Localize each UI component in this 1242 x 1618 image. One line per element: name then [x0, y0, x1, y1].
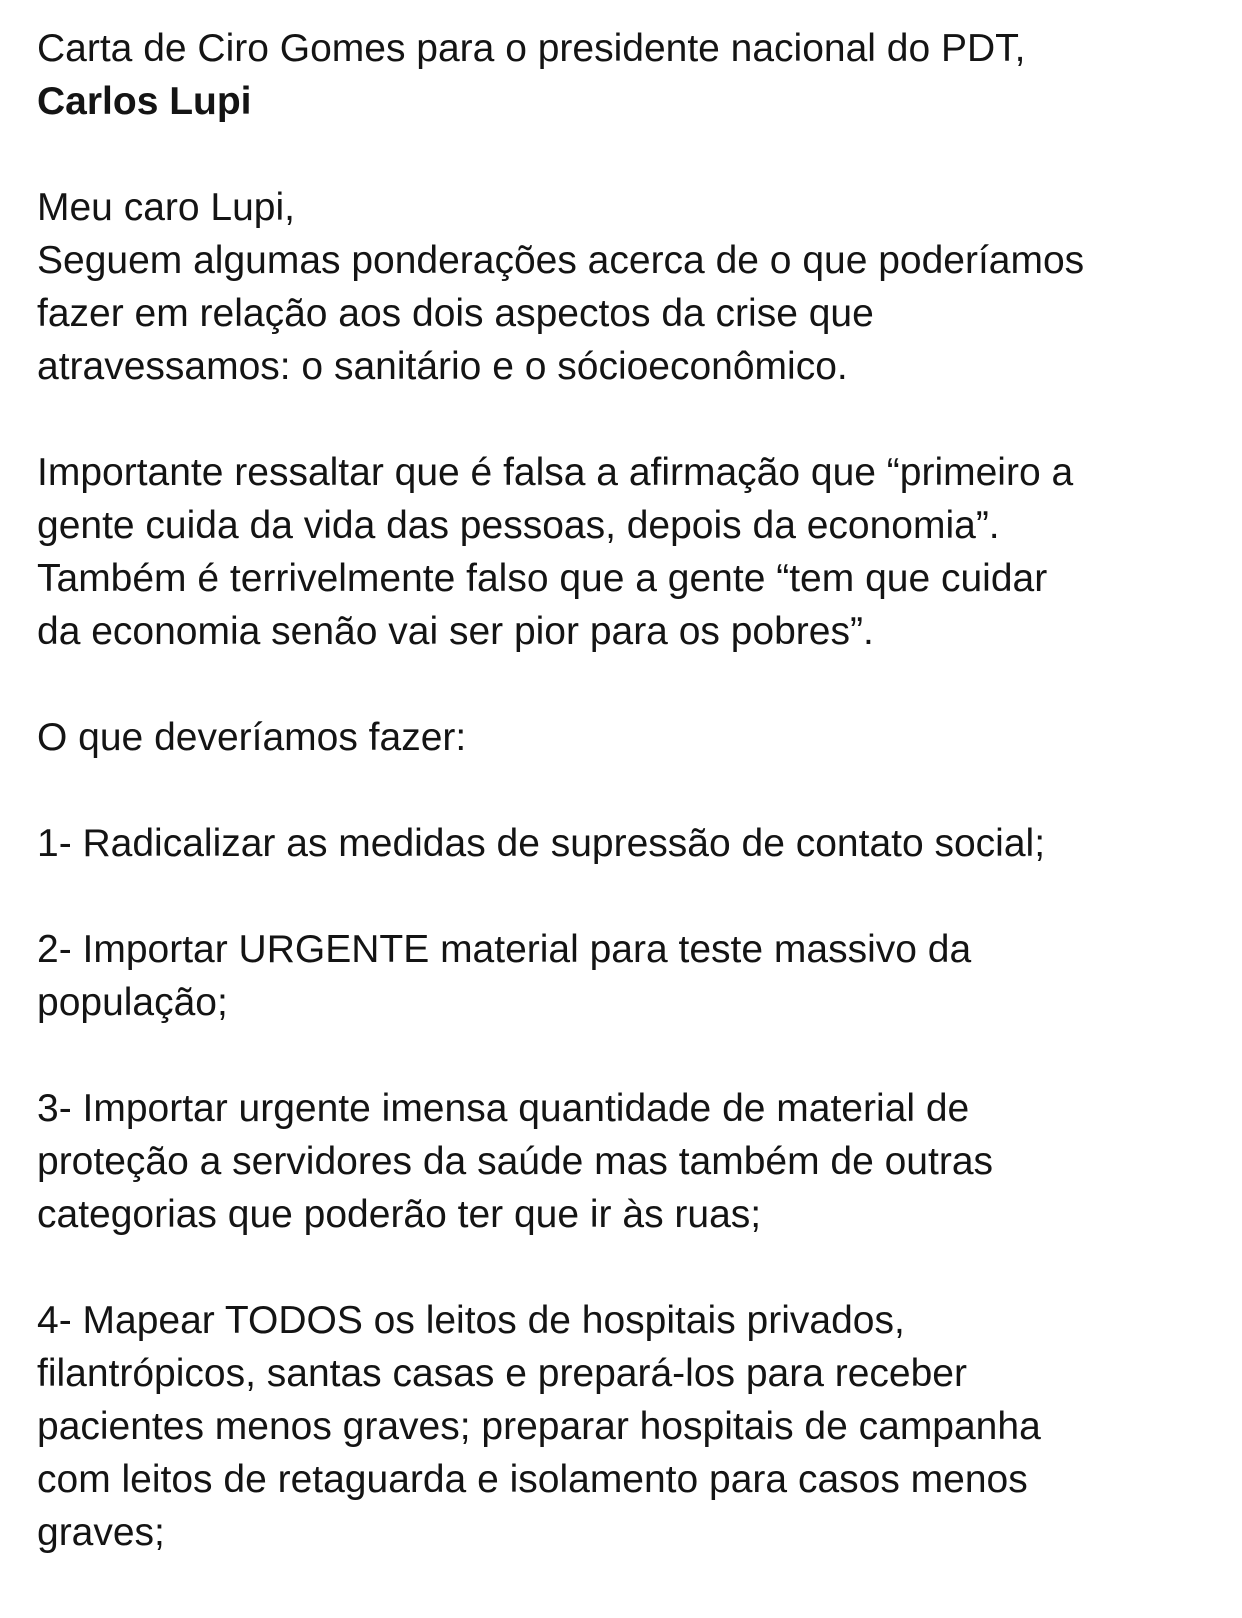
letter-important-note: Importante ressaltar que é falsa a afirmação que “primeiro a gente cuida da vida das pessoas, depois da economia”. Também é terrivelmente falso que a gente “tem que cuidar da economia senão vai ser pior para os pobres”. [37, 451, 1074, 653]
spacer [37, 1241, 1212, 1294]
spacer [37, 658, 1212, 711]
letter-recipient-name: Carlos Lupi [37, 80, 252, 123]
list-item: 3- Importar urgente imensa quantidade de material de proteção a servidores da saúde mas também de outras categorias que poderão ter que ir às ruas; [37, 1087, 994, 1236]
list-item: 1- Radicalizar as medidas de supressão de contato social; [37, 822, 1046, 865]
list-heading: O que deveríamos fazer: [37, 716, 467, 759]
spacer [37, 1029, 1212, 1082]
spacer [37, 870, 1212, 923]
spacer [37, 128, 1212, 181]
spacer [37, 764, 1212, 817]
list-item: 2- Importar URGENTE material para teste massivo da população; [37, 928, 972, 1024]
letter-title: Carta de Ciro Gomes para o presidente nacional do PDT, [37, 27, 1026, 70]
list-item: 4- Mapear TODOS os leitos de hospitais privados, filantrópicos, santas casas e prepará-los para receber pacientes menos graves; preparar hospitais de campanha com leitos de retaguarda e isolamento para casos menos graves; [37, 1299, 1041, 1554]
spacer [37, 393, 1212, 446]
letter-intro: Seguem algumas ponderações acerca de o que poderíamos fazer em relação aos dois aspectos da crise que atravessamos: o sanitário e o sócioeconômico. [37, 239, 1085, 388]
letter-greeting: Meu caro Lupi, [37, 186, 295, 229]
